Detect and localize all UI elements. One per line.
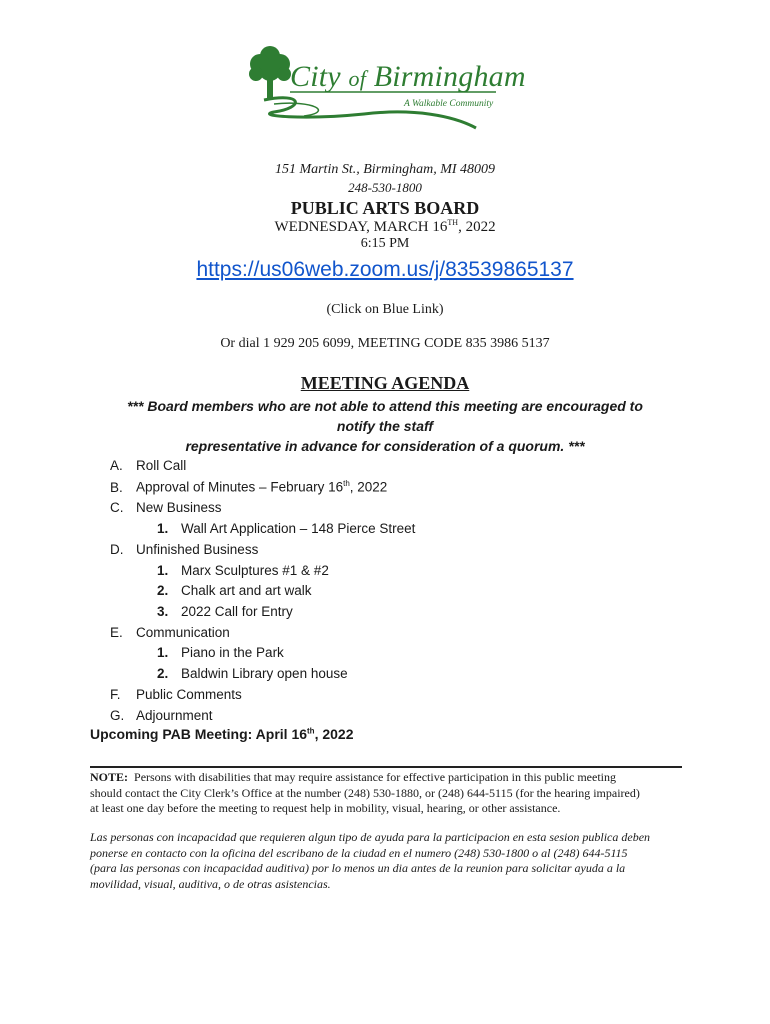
agenda-item: B. Approval of Minutes – February 16th, 2022 [110, 479, 388, 495]
note-line-3: at least one day before the meeting to request help in mobility, visual, hearing, or other assistance. [90, 801, 561, 815]
click-note: (Click on Blue Link) [326, 302, 444, 317]
agenda-subitem: 1. Wall Art Application – 148 Pierce Street [157, 521, 416, 536]
dial-in-info: Or dial 1 929 205 6099, MEETING CODE 835 3986 5137 [220, 336, 550, 351]
agenda-item: E. Communication [110, 625, 230, 640]
note-line-2: should contact the City Clerk’s Office at the number (248) 530-1880, or (248) 644-5115 (for the hearing impaired) [90, 785, 640, 800]
agenda-title: MEETING AGENDA [300, 373, 470, 393]
board-title: PUBLIC ARTS BOARD [290, 198, 480, 218]
agenda-item: D. Unfinished Business [110, 542, 259, 557]
zoom-link[interactable]: https://us06web.zoom.us/j/83539865137 [196, 258, 574, 281]
logo-tagline: A Walkable Community [404, 99, 494, 109]
agenda-subitem: 1. Marx Sculptures #1 & #2 [157, 563, 329, 578]
phone-number: 248-530-1800 [348, 180, 422, 195]
spanish-line-4: movilidad, visual, auditiva, o de otras asistencias. [90, 876, 331, 891]
upcoming-meeting: Upcoming PAB Meeting: April 16th, 2022 [90, 726, 354, 742]
meeting-time: 6:15 PM [360, 236, 410, 251]
spanish-line-2: ponerse en contacto con la oficina del escribano de la ciudad en el numero (248) 530-1800 o al (248) 644-5115 [90, 845, 628, 860]
accessibility-note [90, 770, 690, 817]
quorum-warning-line-1: *** Board members who are not able to attend this meeting are encouraged to [127, 398, 643, 414]
address: 151 Martin St., Birmingham, MI 48009 [274, 162, 496, 177]
quorum-warning-line-2: notify the staff [336, 418, 434, 434]
agenda-item: A. Roll Call [110, 458, 187, 473]
agenda-subitem: 1. Piano in the Park [157, 645, 284, 660]
spanish-line-1: Las personas con incapacidad que requieren algun tipo de ayuda para la participacion en esta sesion publica deben [90, 830, 651, 844]
note-label: NOTE: [90, 770, 129, 784]
agenda-item: G. Adjournment [110, 708, 213, 723]
agenda-subitem: 3. 2022 Call for Entry [157, 604, 293, 619]
meeting-date: WEDNESDAY, MARCH 16TH, 2022 [274, 218, 496, 235]
note-line-1: Persons with disabilities that may require assistance for effective participation in this public meeting [134, 770, 617, 784]
logo-title: City of Birmingham [290, 60, 526, 93]
divider [90, 766, 682, 768]
quorum-warning-line-3: representative in advance for consideration of a quorum. *** [185, 438, 585, 454]
agenda-item: C. New Business [110, 500, 222, 515]
spanish-note [90, 830, 690, 892]
spanish-line-3: (para las personas con incapacidad auditiva) por lo menos un dia antes de la reunion para solicitar ayuda a la [90, 861, 626, 875]
agenda-subitem: 2. Baldwin Library open house [157, 666, 348, 681]
agenda-subitem: 2. Chalk art and art walk [157, 583, 312, 598]
agenda-item: F. Public Comments [110, 687, 242, 702]
